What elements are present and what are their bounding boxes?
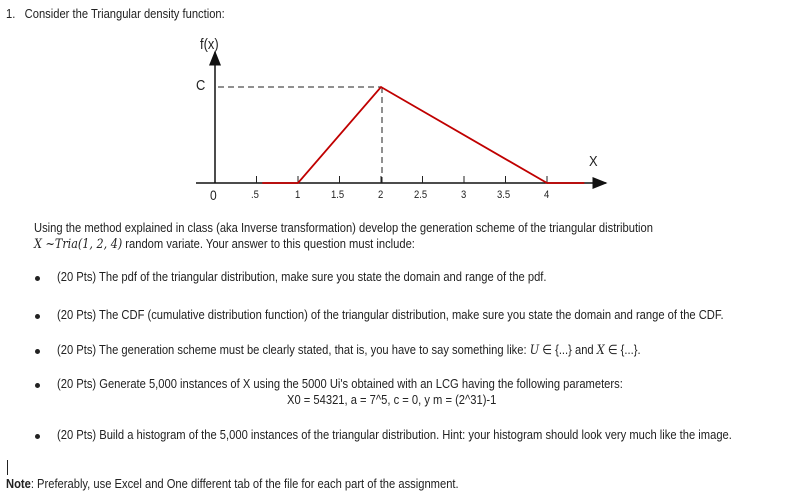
bullet-icon <box>35 314 40 319</box>
list-item-cdf: (20 Pts) The CDF (cumulative distribution function) of the triangular distribution, make sure you state the domain and range of the CDF. <box>57 307 724 322</box>
x-tick-label: 3 <box>461 189 467 201</box>
triangular-density-diagram <box>0 0 802 210</box>
x-tick-label: 4 <box>544 189 550 201</box>
x-tick-label: 1.5 <box>330 189 344 201</box>
list-item-generate: (20 Pts) Generate 5,000 instances of X using the 5000 Ui's obtained with an LCG having the following parameters: <box>57 376 623 391</box>
bullet-icon <box>35 276 40 281</box>
x-tick-label: 3.5 <box>496 189 510 201</box>
list-item-histogram: (20 Pts) Build a histogram of the 5,000 instances of the triangular distribution. Hint: your histogram should look very much like the image. <box>57 427 732 442</box>
bullet-icon <box>35 434 40 439</box>
bullet-icon <box>35 349 40 354</box>
x-tick-label: 0 <box>210 187 217 203</box>
instructions-line-1: Using the method explained in class (aka Inverse transformation) develop the generation scheme of the triangular distribution <box>34 220 653 235</box>
instructions-line-2: X ~Tria(1, 2, 4) random variate. Your answer to this question must include: <box>34 236 415 252</box>
peak-label: C <box>196 77 206 94</box>
list-item-pdf: (20 Pts) The pdf of the triangular distribution, make sure you state the domain and range of the pdf. <box>57 269 547 284</box>
x-tick-label: 2.5 <box>413 189 427 201</box>
distribution-notation: X ~Tria(1, 2, 4) <box>34 237 123 252</box>
question-number: 1. <box>6 6 16 21</box>
text-cursor <box>7 460 8 475</box>
pdf-line <box>262 87 584 183</box>
x-tick-label: 2 <box>378 189 384 201</box>
note <box>6 476 459 491</box>
y-axis-label: f(x) <box>200 36 219 53</box>
list-item-generation-scheme: (20 Pts) The generation scheme must be clearly stated, that is, you have to say something like: U ∈ {...} and X ∈ {...}. <box>57 342 641 358</box>
question-intro: Consider the Triangular density function: <box>24 6 225 21</box>
lcg-parameters: X0 = 54321, a = 7^5, c = 0, y m = (2^31)-1 <box>287 392 497 407</box>
bullet-icon <box>35 383 40 388</box>
x-tick-label: .5 <box>250 189 259 201</box>
x-tick-label: 1 <box>295 189 301 201</box>
note-label: Note <box>6 476 31 491</box>
x-axis-label: X <box>589 153 598 170</box>
note-text: : Preferably, use Excel and One different tab of the file for each part of the assignment. <box>30 476 459 491</box>
